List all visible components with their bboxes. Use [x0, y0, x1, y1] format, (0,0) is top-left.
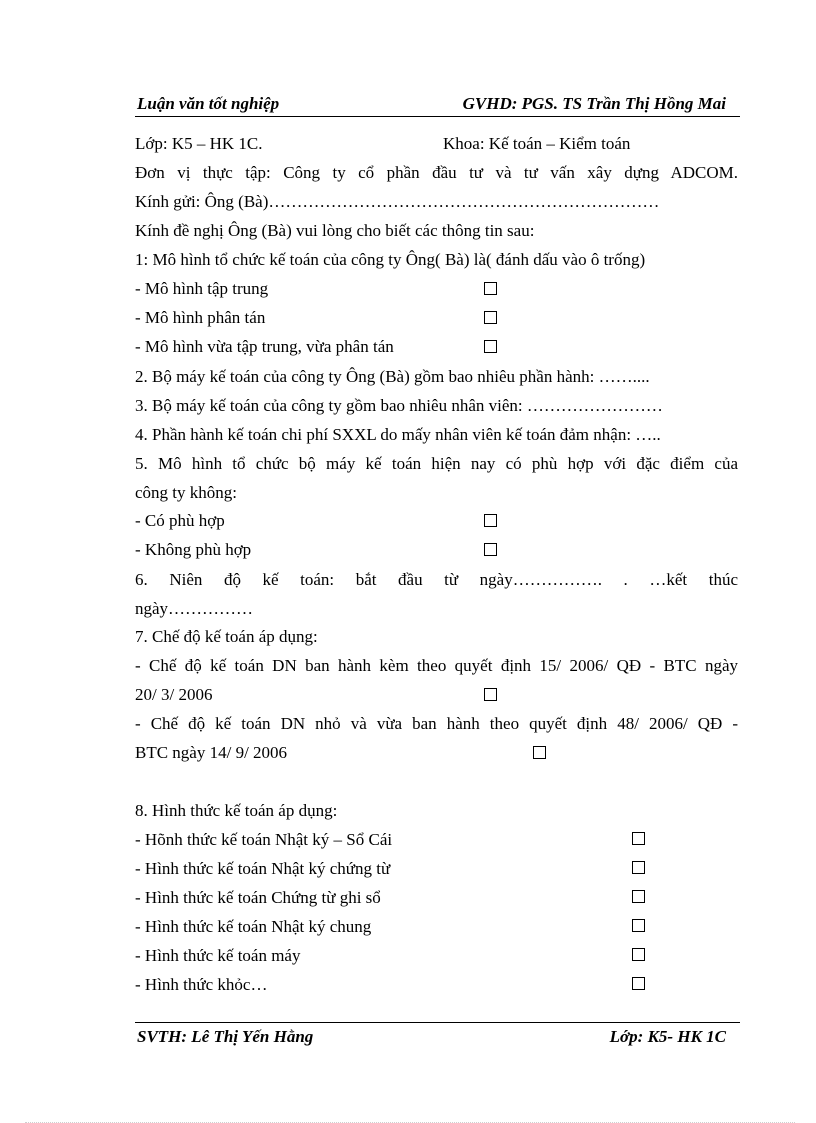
- q7-option-2: - Chế độ kế toán DN nhỏ và vừa ban hành theo quyết định 48/ 2006/ QĐ -: [135, 714, 738, 733]
- class-faculty-row: [135, 133, 738, 155]
- q8-option: - Hình thức khỏc…: [135, 975, 268, 994]
- question-5-cont: công ty không:: [135, 483, 237, 502]
- q8-checkbox-4[interactable]: [632, 919, 645, 932]
- q1-checkbox-3[interactable]: [484, 340, 497, 353]
- page-footer: [135, 1022, 740, 1051]
- q7-option-1-cont: 20/ 3/ 2006: [135, 685, 213, 704]
- q8-checkbox-2[interactable]: [632, 861, 645, 874]
- question-6: 6. Niên độ kế toán: bắt đầu từ ngày……………. . …kết thúc: [135, 570, 738, 589]
- q5-option: - Có phù hợp: [135, 511, 225, 530]
- q8-option: - Hõnh thức kế toán Nhật ký – Sổ Cái: [135, 830, 393, 849]
- q8-option: - Hình thức kế toán Chứng từ ghi sổ: [135, 888, 381, 907]
- q5-checkbox-1[interactable]: [484, 514, 497, 527]
- q7-option-2-cont: BTC ngày 14/ 9/ 2006: [135, 743, 288, 762]
- question-8: 8. Hình thức kế toán áp dụng:: [135, 801, 338, 820]
- student-name: SVTH: Lê Thị Yến Hằng: [137, 1027, 314, 1046]
- q1-option: - Mô hình vừa tập trung, vừa phân tán: [135, 337, 394, 356]
- student-class: Lớp: K5- HK 1C: [609, 1027, 726, 1046]
- q5-option: - Không phù hợp: [135, 540, 252, 559]
- question-3: 3. Bộ máy kế toán của công ty gồm bao nhiêu nhân viên: ……………………: [135, 396, 663, 415]
- q8-checkbox-3[interactable]: [632, 890, 645, 903]
- faculty-label: Khoa: Kế toán – Kiểm toán: [443, 134, 631, 153]
- question-4: 4. Phần hành kế toán chi phí SXXL do mấy nhân viên kế toán đảm nhận: …..: [135, 425, 661, 444]
- supervisor: GVHD: PGS. TS Trần Thị Hồng Mai: [462, 94, 726, 113]
- q8-option: - Hình thức kế toán Nhật ký chứng từ: [135, 859, 391, 878]
- internship-unit: Đơn vị thực tập: Công ty cổ phần đầu tư và tư vấn xây dựng ADCOM.: [135, 163, 738, 182]
- thesis-title: Luận văn tốt nghiệp: [137, 94, 280, 113]
- question-1: 1: Mô hình tổ chức kế toán của công ty Ông( Bà) là( đánh dấu vào ô trống): [135, 250, 646, 269]
- q8-checkbox-5[interactable]: [632, 948, 645, 961]
- q1-checkbox-1[interactable]: [484, 282, 497, 295]
- q7-checkbox-1[interactable]: [484, 688, 497, 701]
- q8-option: - Hình thức kế toán máy: [135, 946, 301, 965]
- question-5: 5. Mô hình tổ chức bộ máy kế toán hiện nay có phù hợp với đặc điểm của: [135, 454, 738, 473]
- page-header: [135, 94, 740, 117]
- recipient-line: Kính gửi: Ông (Bà)……………………………………………………………: [135, 192, 660, 211]
- request-line: Kính đề nghị Ông (Bà) vui lòng cho biết các thông tin sau:: [135, 221, 535, 240]
- q5-checkbox-2[interactable]: [484, 543, 497, 556]
- question-7: 7. Chế độ kế toán áp dụng:: [135, 627, 318, 646]
- q1-option: - Mô hình phân tán: [135, 308, 266, 327]
- q1-option: - Mô hình tập trung: [135, 279, 269, 298]
- q8-checkbox-1[interactable]: [632, 832, 645, 845]
- q8-checkbox-6[interactable]: [632, 977, 645, 990]
- q7-option-1: - Chế độ kế toán DN ban hành kèm theo quyết định 15/ 2006/ QĐ - BTC ngày: [135, 656, 738, 675]
- class-label: Lớp: K5 – HK 1C.: [135, 134, 263, 153]
- question-6-cont: ngày……………: [135, 599, 254, 618]
- question-2: 2. Bộ máy kế toán của công ty Ông (Bà) gồm bao nhiêu phần hành: ……....: [135, 367, 650, 386]
- q8-option: - Hình thức kế toán Nhật ký chung: [135, 917, 372, 936]
- q1-checkbox-2[interactable]: [484, 311, 497, 324]
- q7-checkbox-2[interactable]: [533, 746, 546, 759]
